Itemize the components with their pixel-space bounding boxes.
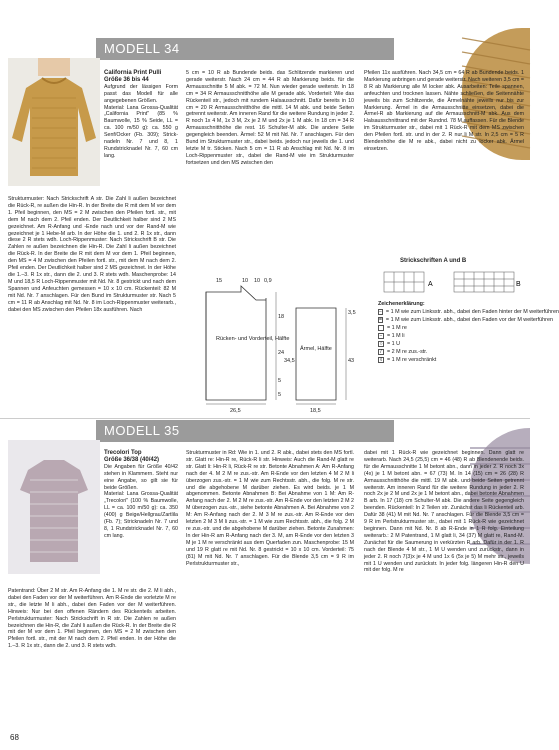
model-material: Material: Lana Grossa-Qualität „Trecolori" (100 % Baumwolle, LL = ca. 100 m/50 g): ca. 350 (400) g Beige/Hellgrau/Zartlila (Fb. 7); Stricknadeln Nr. 7 und 8, 1 Rundstricknadel Nr. 7, 60 cm lang. — [104, 491, 178, 539]
legend-text: = 1 M wie zum Linksstr. abh., dabei den Faden hinter der M weiterführen — [385, 309, 559, 315]
chart-title: Strickschriften A und B — [400, 258, 467, 264]
model-intro-text: Aufgrund der lässigen Form passt das Modell für alle angegebenen Größen. — [104, 83, 178, 104]
legend-item — [378, 308, 559, 316]
modell-35-column-3: dabei mit 1 Rück-R wie gezeichnet beginnen. Dann glatt re weiterarb. Nach 24,5 (25,5) cm = 46 (48) R ab Blendenende beids. für die Armausschnitte 1 M betont abn., dann in jeder 2. R noch 3x (4x) je 1 M betont abn. = 67 (73) M. In 14 (15) cm = 26 (28) R Armausschnitthöhe die mittl. 19 M abk. und beide Seiten getrennt weiterstr. Am inneren Rand für die weitere Rundung in jeder 2. R noch 2x je 2 M und 2x je 1 M betont abn., dabei betonte Abnahmen B arb. In 17 (18) cm Schulter-M abk. Die andere Seite gegengleich beenden. Rückenteil: In 2 Teilen str. Zunächst das li Rückenteil arb. Dafür 38 (41) M mit Nd. Nr. 7 anschlagen. Für die Blende 3,5 cm = 9 R im Perlstrukturmuster str., dabei mit 1 Rück-R wie gezeichnet beginnen. Dann mit Nd. Nr. 8 ab R-Ende in 1 R folg. Einteilung weiterarb.: 2 M Patentrand, 1 M glatt li, 34 (37) M glatt re, Rand-M. Zunächst für die Saumerung in verkürzten R arb. Dafür in der 1. R nach der Blende 4 M str., 1 M U wenden und zurückstr., dann in jeder 2. R noch 7(3)x je 4 M und 1x 6 (5x je 5) M mehr str., jeweils mit 1 U wenden und zurückstr. In jeder folg. längeren Hin-R den U mit der folg. M re — [364, 450, 524, 574]
legend-symbol-icon: − — [379, 333, 383, 339]
modell-34-intro — [104, 70, 178, 196]
chart-b-label: B — [516, 281, 521, 288]
legend-text: = 2 M re zus.-str. — [387, 349, 428, 355]
dim-10b: 10 — [254, 278, 261, 284]
model-size: Größe 36/38 (40/42) — [104, 456, 160, 463]
modell-35-column-1: Patentrand: Über 2 M str. Am R-Anfang die 1. M re str. die 2. M li abh., dabei den Faden vor der M weiterführen. Am R-Ende die vorletzte M re str., die letzte M li abh., dabei den Faden vor der M weiterführen. Hinweis: Nur bei den offenen Rändern des Rückenteils arbeiten. Perlstrukturmuster: Nach Strickschrift in R str. Die Zahlen re außen bezeichnen die Hin-R, die Zahl li außen die Rück-R. In der Breite die R mit der M vor dem 1. Pfeil beginnen, den MS = 2 M zwischen den Pfeilen fortl. str., mit der M nach dem 2. Pfeil enden. In der Höhe die 1.–3. R 1x str., dann die 2. und 3. R stets wdh. — [8, 588, 176, 650]
legend-item — [378, 356, 524, 364]
legend-text: = 1 M wie zum Linksstr. abh., dabei den Faden vor der M weiterführen — [385, 317, 553, 323]
page-number: 68 — [10, 733, 19, 742]
legend-item — [378, 348, 524, 356]
legend-symbol-icon: = — [379, 317, 382, 323]
legend-text: = 1 M re verschränkt — [387, 357, 437, 363]
knit-chart-a — [380, 268, 440, 298]
modell-34-column-2: 5 cm = 10 R ab Bundende beids. das Schlitzende markieren und gerade weiterstr. Nach 24 cm = 44 R ab Markierung beids. für die Armausschnitte 5 M abk. = 72 M. Nun wieder gerade weiterstr. In 18 cm = 34 R Armausschnitthöhe alle M gerade abk. Vorderteil: Wie das Rückenteil str., jedoch mit rundem Halsausschnitt. Dafür bereits in 10 cm = 20 R Armausschnitthöhe die mittl. 14 M abk. und beide Seiten getrennt weiterstr. Am inneren Rand für die weitere Rundung in jeder 2. R noch 1x 4 M, 1x 3 M, 2x je 2 M und 2x je 1 M abk. In 18 cm = 34 R Armausschnitthöhe die rest. 16 Schulter-M abk. Die andere Seite gegengleich beenden. Ärmel: 52 M mit Nd. Nr. 7 anschlagen. Für den Bund im Strukturmuster str., dabei beids. jedoch nur jeweils die 1. und letzte M tr. Sticken. Nach 5 cm = 11 R ab Anschlag mit Nd. Nr. 8 im Loch-Rippenmuster str., dabei die Rand-M wie im Strukturmuster fortsetzen und den MS zwischen den — [186, 70, 354, 166]
legend-symbol-icon — [378, 325, 384, 331]
section-divider — [0, 418, 530, 419]
legend-symbol-icon: / — [378, 349, 384, 355]
legend-symbol-icon: ○ — [379, 341, 383, 347]
legend-item — [378, 332, 524, 340]
body-outline — [206, 286, 266, 400]
legend-symbol-icon: ℓ — [378, 357, 384, 363]
legend-item — [378, 324, 524, 332]
sleeve-outline — [296, 308, 336, 400]
legend-title: Zeichenerklärung: — [378, 301, 425, 307]
chart-a-label: A — [428, 281, 433, 288]
modell-35-header — [96, 420, 394, 442]
modell-34-column-3: Pfeilen 11x ausführen. Nach 34,5 cm = 64 R ab Bundende beids. 1 Markierung anbringen und gerade weiterstr. Nach weiteren 3,5 cm = 8 R ab Markierung alle M locker abk. Ausarbeiten: Teile spannen, anfeuchten und trocknen lassen. Nähte schließen, die Seitennähte jeweils bis zum Schlitzende, die Ärmelnähte jeweils nur bis zur Markierung. Ärmel in die Armausschnitte einsetzen, dabei die Ärmel-R ab Markierung auf die Armausschnitt-M abk. Aus dem Halsausschnittrand mit der Rundnd. 78 M auffassen. Für die Blende im Strukturmuster str., dabei mit 1 Rück-R mit dem MS zwischen den Pfeilen fortl. str. und in der 2. R nur li M str. In 2,5 cm = 5 R Blendenhöhe die M re abk., dabei nicht zu locker abk. Ärmel einsetzen. — [364, 70, 524, 152]
modell-35-intro — [104, 450, 178, 584]
photo-top-35 — [8, 440, 100, 574]
sleeve-label: Ärmel, Hälfte — [300, 346, 332, 352]
legend-text: = 1 M re — [387, 325, 407, 331]
legend-symbol-icon: − — [379, 309, 382, 315]
model-size: Größe 36 bis 44 — [104, 76, 149, 83]
body-label: Rücken- und Vorderteil, Hälfte — [216, 336, 290, 342]
modell-35-column-2: Strukturmuster in Rd: Wie in 1. und 2. R abk., dabei stets den MS fortl. str. Glatt re: Hin-R re, Rück-R li str. Hinweis: Auch die Rand-M glatt re str. Glatt li: Hin-R li, Rück-R re str. Betonte Abnahmen A: Am R-Anfang nach der 4. M 2 M re zus.-str. Am R-Ende vor den letzten 4 M 2 M li überzogen zus.-str. = 1 M wie zum Rechtsstr. abh., die folg. M re str. und die abgehobene M darüber ziehen. Es wird beids. je 1 M abgenommen. Betonte Abnahmen B: Bei Abnahme von 1 M: Am R-Anfang nach der 2. M 2 M re zus.-str. Am R-Ende vor den letzten 2 M 2 M überzogen zus.-str., siehe betonte Abnahmen A. Bei Abnahme von 2 M: Am R-Anfang nach der 2. M 3 M re zus.-str. Am R-Ende vor den letzten 2 M 3 M li zus.-str. = 1 M wie zum Rechtsstr. abh., die folg. 2 M re zus.-str. und die abgehobene M darüber ziehen. Betonte Zunahmen: In der Hin-R am R-Anfang nach der 3. M, am R-Ende vor den letzten 3 M je 1 M re verschränkt aus dem Querfaden zun. Maschenprobe: 15 M und 19 R glatt re mit Nd. Nr. 8 gestrickt = 10 x 10 cm. Vorderteil: 75 (81) M mit Nd. Nr. 7 anschlagen. Für die Blende 3,5 cm = 9 R im Perlstrukturmuster str., — [186, 450, 354, 567]
dim-185: 18,5 — [310, 408, 321, 414]
schematic-diagram — [186, 270, 366, 420]
top-illustration — [8, 440, 100, 574]
dim-5b: 5 — [278, 392, 282, 398]
modell-34-title: MODELL 34 — [104, 41, 180, 56]
dim-35: 3,5 — [348, 310, 356, 316]
dim-43: 43 — [348, 358, 355, 364]
model-title: California Print Pulli — [104, 70, 162, 76]
modell-34-header — [96, 38, 394, 60]
sweater-illustration — [8, 58, 100, 186]
modell-35-title: MODELL 35 — [104, 423, 180, 438]
legend-item — [378, 316, 553, 324]
model-intro-text: Die Angaben für Größe 40/42 stehen in Klammern. Steht nur eine Angabe, so gilt sie für beide Größen. — [104, 463, 178, 491]
photo-sweater-34 — [8, 58, 100, 186]
dim-265: 26,5 — [230, 408, 241, 414]
legend-text: = 1 M li — [387, 333, 405, 339]
dim-24: 24 — [278, 350, 285, 356]
dim-18: 18 — [278, 314, 285, 320]
model-title: Trecolori Top — [104, 450, 142, 456]
legend-item — [378, 340, 524, 348]
knit-chart-b — [450, 268, 525, 298]
model-material: Material: Lana Grossa-Qualität „California Print" (85 % Baumwolle, 15 % Seide, LL = ca. 100 m/50 g): ca. 550 g Senf/Ocker (Fb. 309); Strick-nadeln Nr. 7 und 8, 1 Rundstricknadel Nr. 7, 60 cm lang. — [104, 104, 178, 159]
dim-10a: 10 — [242, 278, 249, 284]
dim-345: 34,5 — [284, 358, 295, 364]
legend-text: = 1 U — [387, 341, 401, 347]
modell-34-column-1: Strukturmuster: Nach Strickschrift A str. Die Zahl li außen bezeichnet die Rück-R, re außen die Hin-R. In der Breite die R mit dem M vor dem 1. Pfeil beginnen, den MS = 2 M zwischen den Pfeilen fortl. str., mit dem M nach dem 2. Pfeil enden. Der Deutlichkeit halber sind 2 MS gezeichnet. Am R-Anfang und -Ende nach und vor der Rand-M wie gezeichnet je 1 Hebe-M arb. In der Höhe die 1. und 2. R 1x str., dann diese 2 R stets wdh. Loch-Rippenmuster: Nach Strickschrift B str. Die Zahlen re außen bezeichnen die Hin-R. Die Zahl li außen bezeichnet die Rück-R. In der Breite die R mit dem M vor dem 1. Pfeil beginnen, den MS = 4 M zwischen den Pfeilen fortl. str., mit dem M nach dem 2. Pfeil enden. Der Deutlichkeit halber sind 2 MS gezeichnet. In der Höhe die 1.–3. R 1x str., dann die 2. und 3. R stets wdh. Maschenprobe: 14 M und 18,5 R Loch-Rippenmuster mit Nd. Nr. 8 gestrickt und nach dem Spannen und Anfeuchten gemessen = 10 x 10 cm. Rückenteil: 82 M mit Nd. Nr. 7 anschlagen. Für den Bund im Strukturmuster str. Nach 5 cm = 11 R ab Anschlag mit Nd. Nr. 8 im Loch-Rippenmuster weiterarb., dabei den MS zwischen den Pfeilen 18x ausführen. Nach — [8, 196, 176, 313]
dim-5a: 5 — [278, 378, 282, 384]
symbol-legend — [378, 300, 559, 364]
dim-15: 15 — [216, 278, 223, 284]
dim-09: 0,9 — [264, 278, 272, 284]
